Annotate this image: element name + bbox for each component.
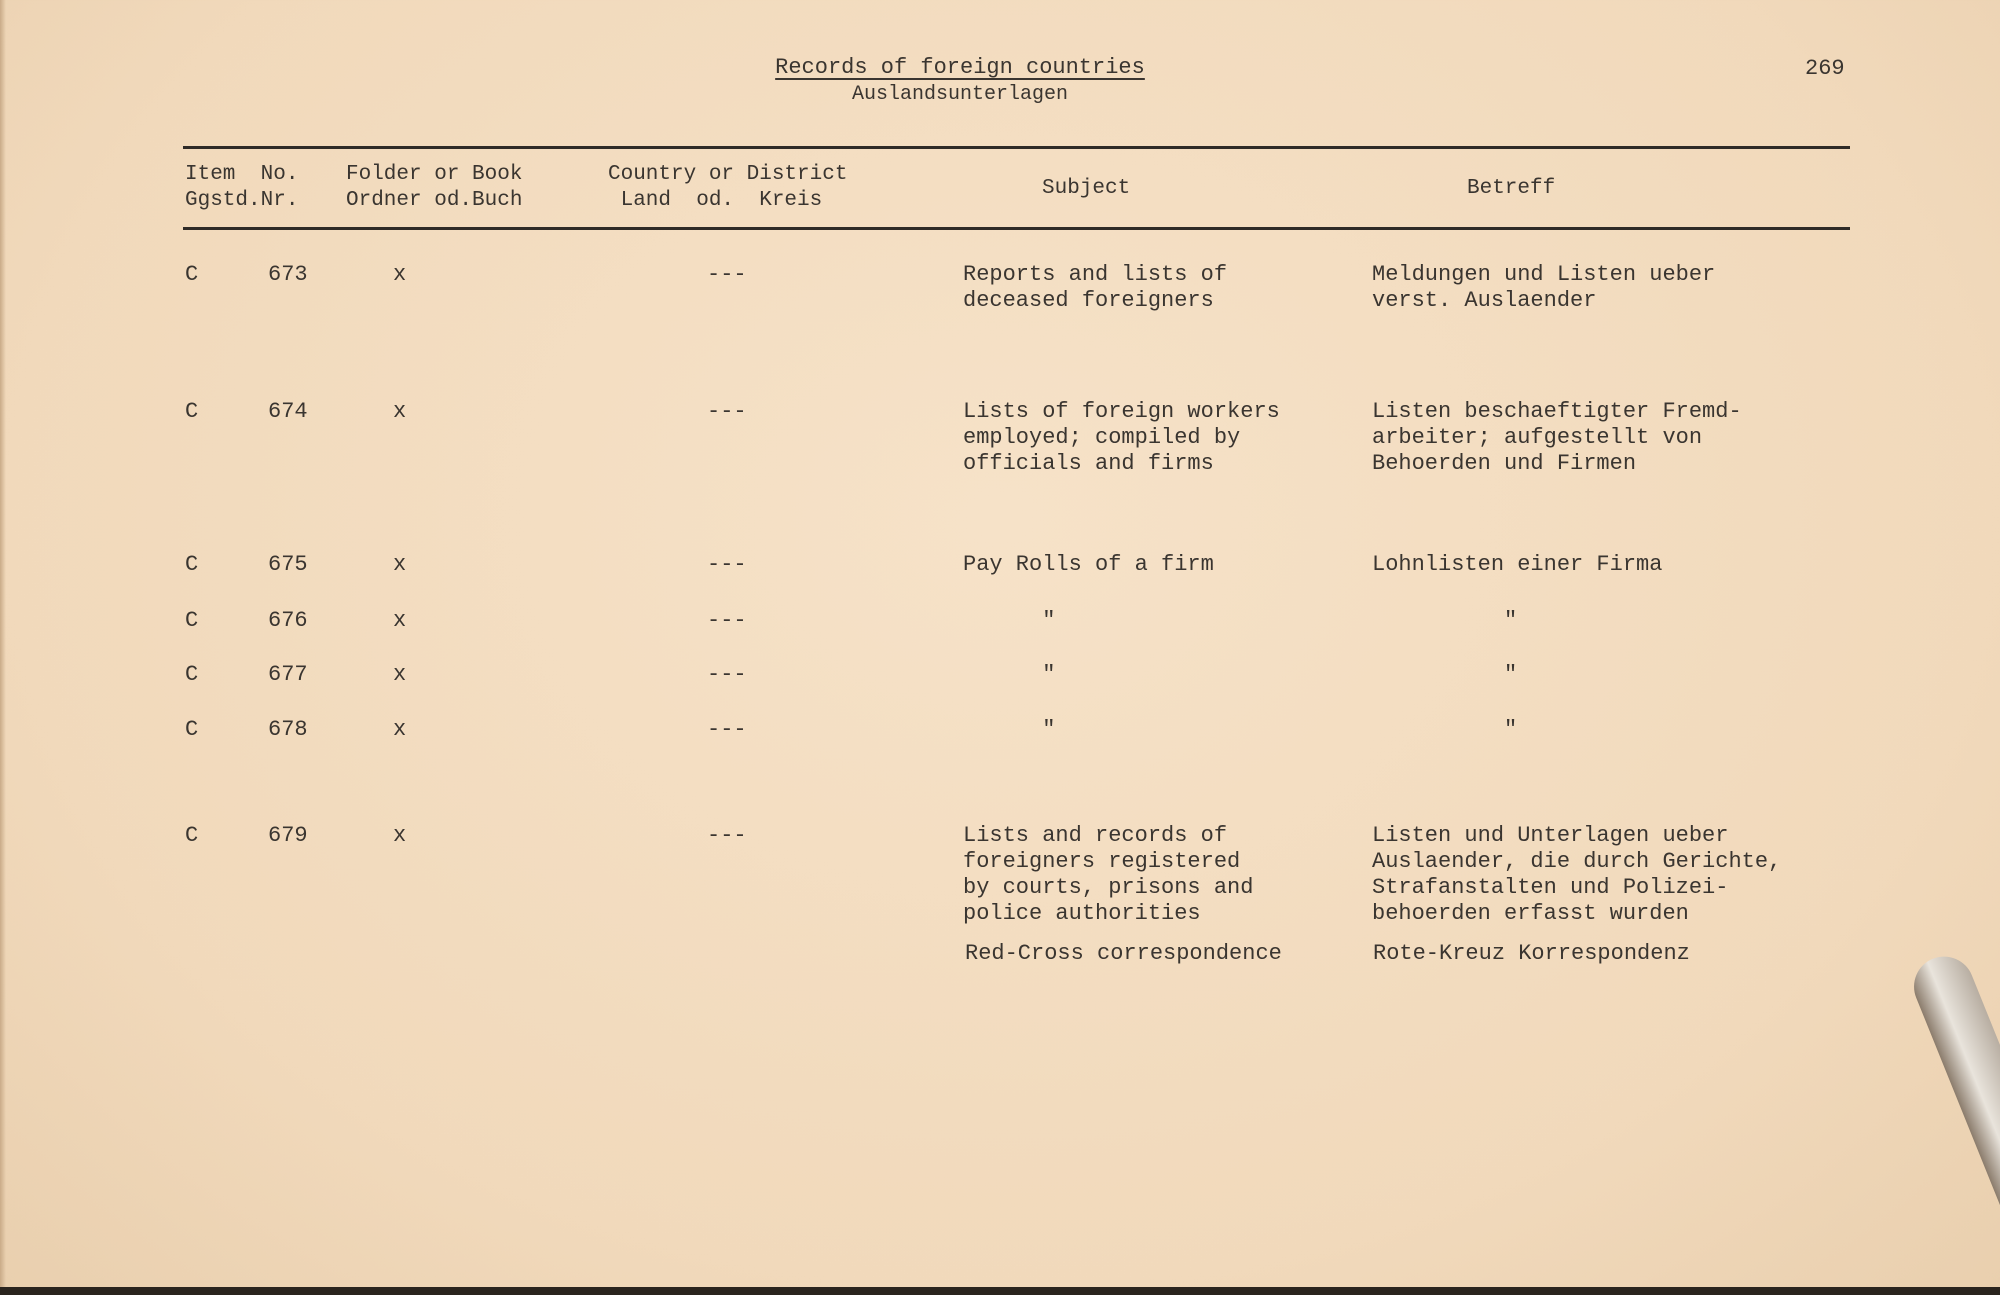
cell-no: 679 (268, 823, 308, 848)
cell-betreff: Lohnlisten einer Firma (1372, 552, 1663, 577)
cell-country: --- (707, 662, 747, 687)
cell-country: --- (707, 823, 747, 848)
page-number: 269 (1805, 56, 1845, 81)
cell-subject: Pay Rolls of a firm (963, 552, 1214, 577)
cell-item: C (185, 552, 199, 577)
header-folder-line2: Ordner od.Buch (346, 189, 523, 212)
cell-folder: x (393, 262, 407, 287)
header-item-line2: Ggstd.Nr. (185, 189, 299, 212)
cell-no: 674 (268, 399, 308, 424)
cell-folder: x (393, 608, 407, 633)
cell-subject: " (963, 717, 1056, 742)
header-item-no (185, 162, 298, 214)
cell-betreff: " (1372, 662, 1518, 687)
cell-betreff: " (1372, 717, 1518, 742)
cell-item: C (185, 399, 199, 424)
cell-folder: x (393, 399, 407, 424)
page-subtitle: Auslandsunterlagen (851, 83, 1069, 106)
extra-subject: Red-Cross correspondence (965, 941, 1282, 966)
cell-no: 675 (268, 552, 308, 577)
cell-folder: x (393, 662, 407, 687)
cell-subject: " (963, 608, 1056, 633)
cell-country: --- (707, 608, 747, 633)
header-folder-line1: Folder or Book (346, 163, 523, 186)
page-title: Records of foreign countries (775, 55, 1145, 80)
header-subject: Subject (1042, 177, 1131, 200)
cell-folder: x (393, 717, 407, 742)
cell-betreff: " (1372, 608, 1518, 633)
header-top-rule (183, 146, 1850, 149)
page-binding-edge (0, 0, 6, 1295)
cell-no: 677 (268, 662, 308, 687)
cell-folder: x (393, 552, 407, 577)
cell-no: 676 (268, 608, 308, 633)
cell-country: --- (707, 399, 747, 424)
cell-subject: Lists of foreign workers employed; compiled by officials and firms (963, 399, 1280, 476)
cell-country: --- (707, 552, 747, 577)
cell-item: C (185, 608, 199, 633)
cell-subject: " (963, 662, 1056, 687)
cell-subject: Lists and records of foreigners registered by courts, prisons and police authorities (963, 823, 1254, 926)
header-country-line2: Land od. Kreis (608, 189, 823, 212)
page-holder-clip (1905, 948, 2000, 1286)
cell-subject: Reports and lists of deceased foreigners (963, 262, 1228, 313)
header-item-line1: Item No. (185, 163, 299, 186)
cell-country: --- (707, 717, 747, 742)
cell-no: 673 (268, 262, 308, 287)
header-country (608, 162, 847, 214)
cell-item: C (185, 717, 199, 742)
extra-betreff: Rote-Kreuz Korrespondenz (1373, 941, 1690, 966)
header-betreff: Betreff (1467, 177, 1556, 200)
cell-item: C (185, 662, 199, 687)
cell-betreff: Meldungen und Listen ueber verst. Auslaender (1372, 262, 1716, 313)
cell-item: C (185, 823, 199, 848)
cell-betreff: Listen und Unterlagen ueber Auslaender, die durch Gerichte, Strafanstalten und Polizei- behoerden erfasst wurden (1372, 823, 1782, 926)
header-country-line1: Country or District (608, 163, 848, 186)
cell-folder: x (393, 823, 407, 848)
page-bottom-edge (0, 1287, 2000, 1295)
cell-item: C (185, 262, 199, 287)
header-folder (346, 162, 522, 214)
cell-no: 678 (268, 717, 308, 742)
cell-betreff: Listen beschaeftigter Fremd- arbeiter; aufgestellt von Behoerden und Firmen (1372, 399, 1742, 476)
header-bottom-rule (183, 227, 1850, 230)
cell-country: --- (707, 262, 747, 287)
